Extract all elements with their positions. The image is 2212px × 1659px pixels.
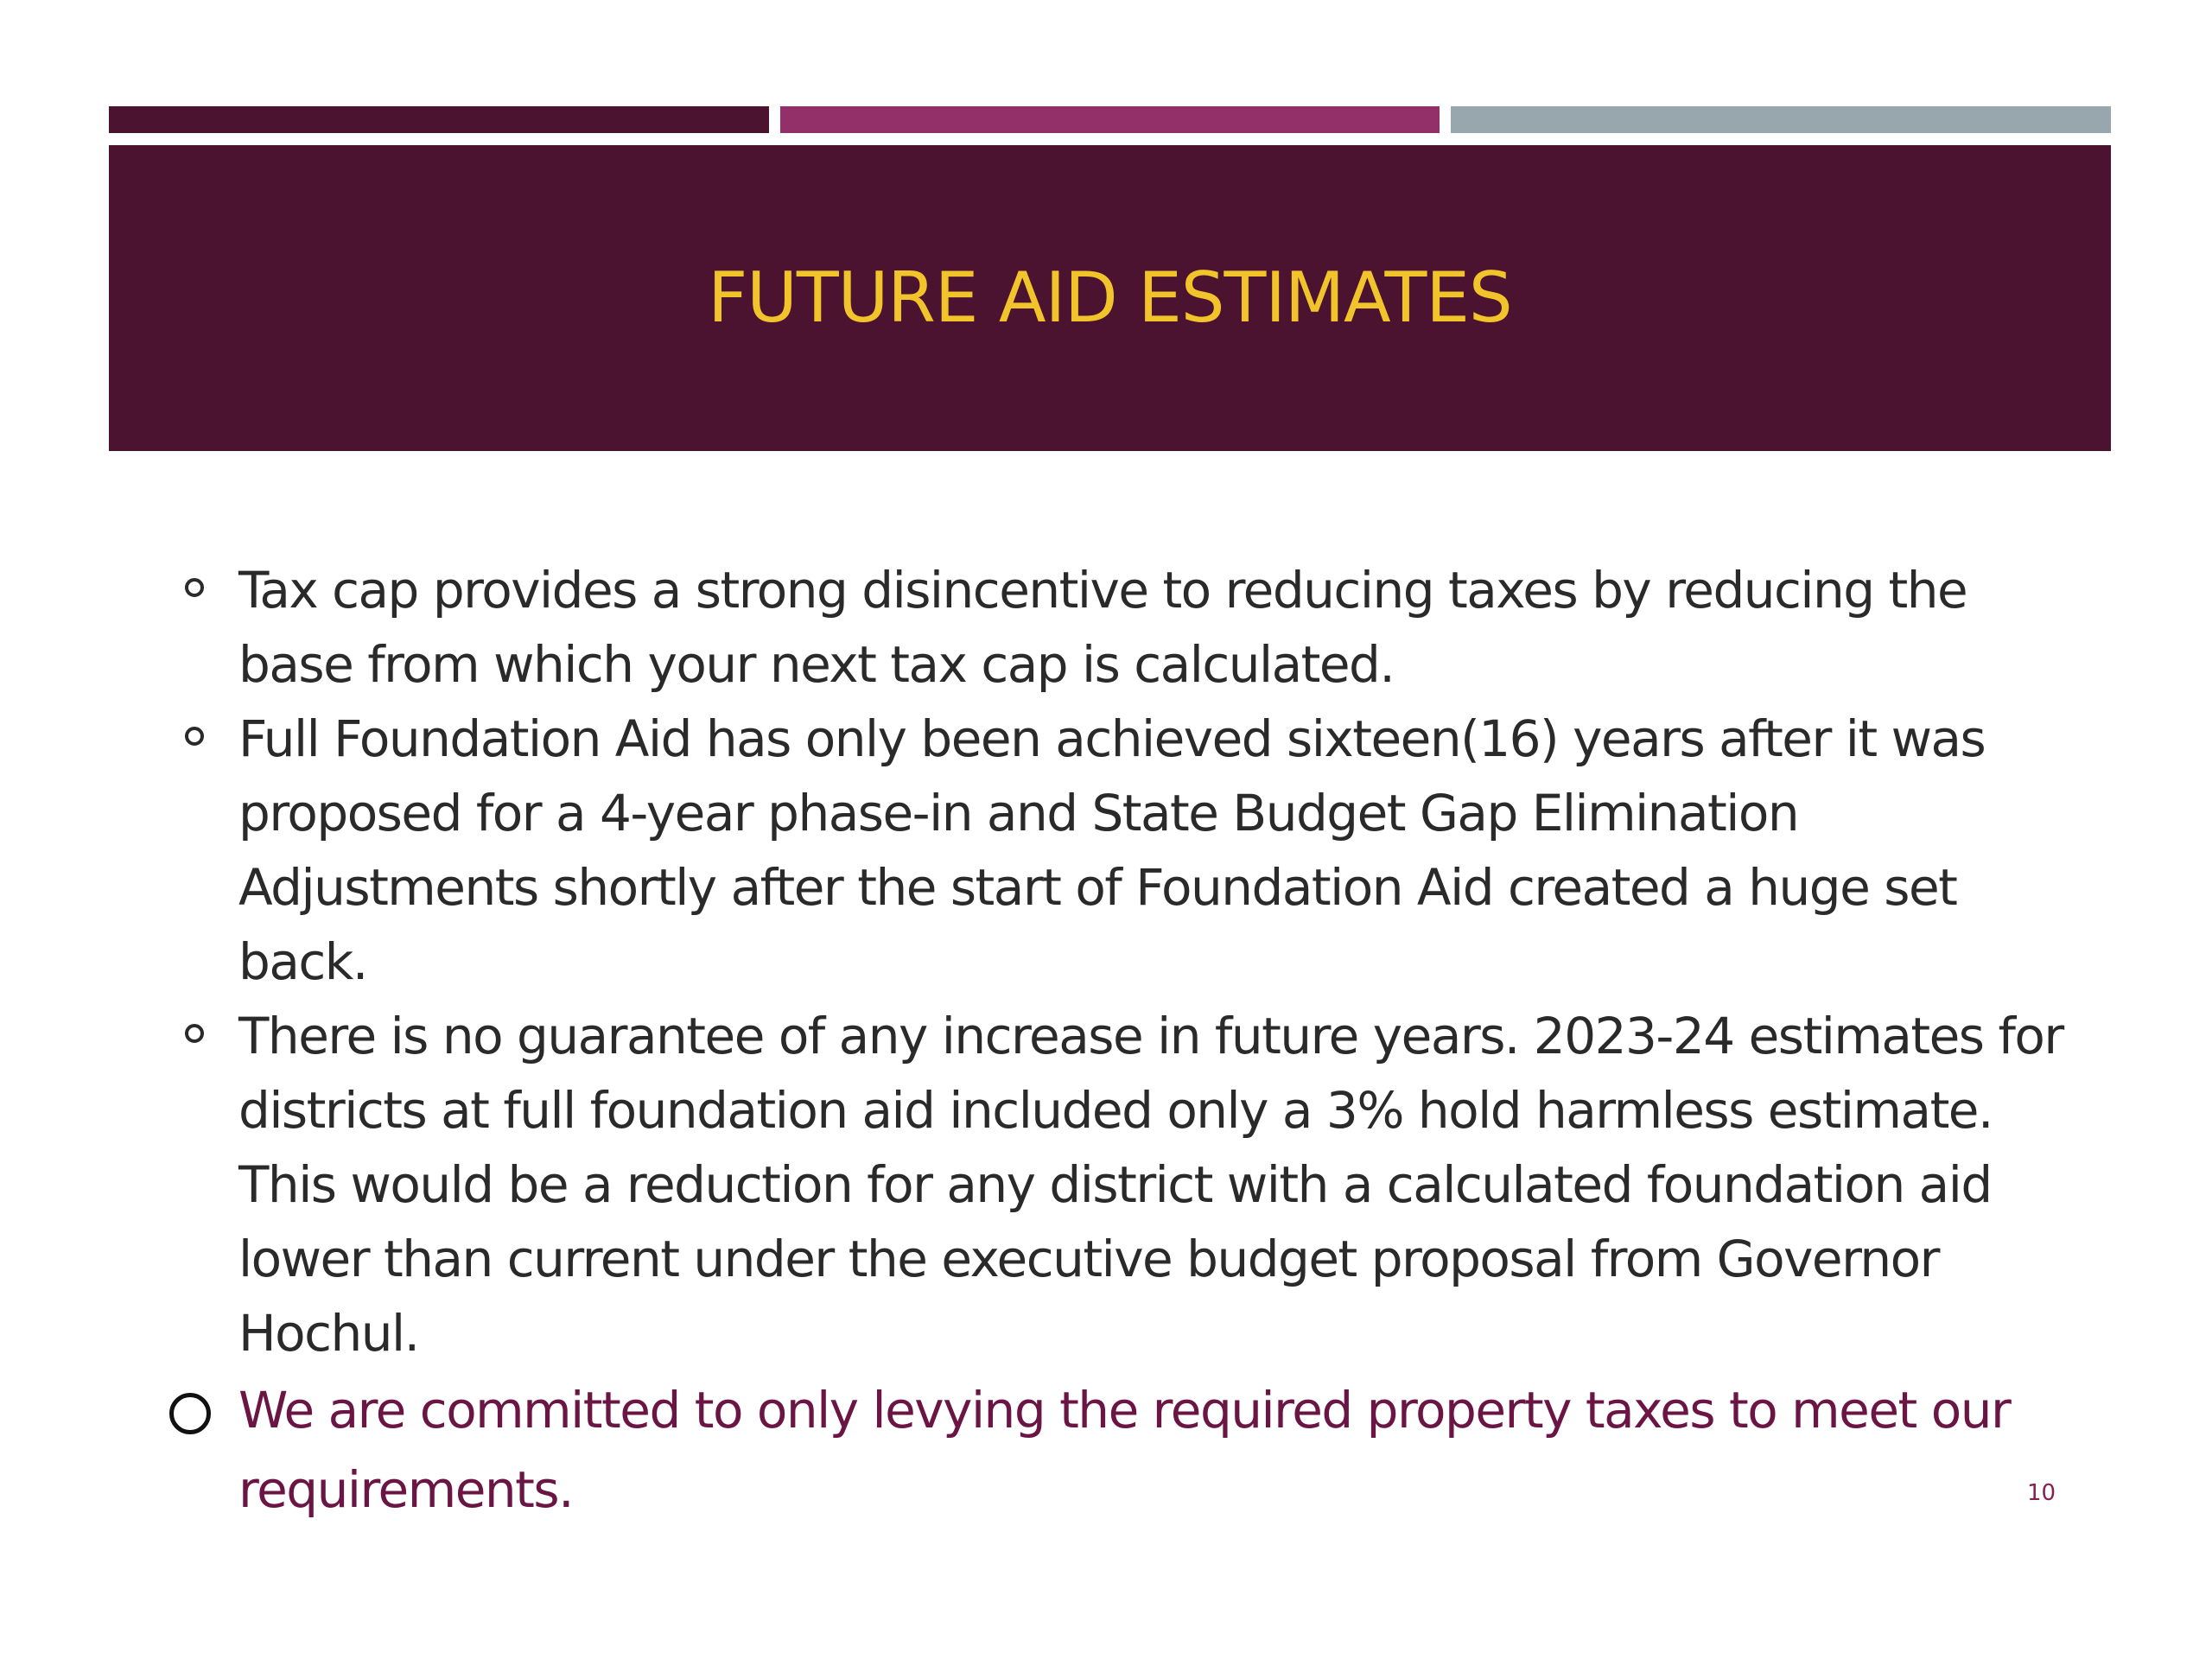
emphasis-text: We are committed to only levying the required property taxes to meet our requirements. (238, 1381, 2011, 1519)
list-item (169, 553, 2079, 702)
list-item (169, 702, 2079, 999)
emphasis-list-item (169, 1370, 2079, 1529)
title-band (109, 145, 2111, 451)
list-item (169, 999, 2079, 1370)
slide-title: FUTURE AID ESTIMATES (708, 257, 1512, 338)
hollow-circle-bullet-icon (185, 1024, 204, 1043)
bullet-list (169, 553, 2079, 1529)
large-hollow-circle-bullet-icon (169, 1393, 211, 1434)
hollow-circle-bullet-icon (185, 578, 204, 597)
hollow-circle-bullet-icon (185, 727, 204, 746)
list-item-text: Full Foundation Aid has only been achieved sixteen(16) years after it was proposed for a 4-year phase-in and State Budget Gap Elimination Adjustments shortly after the start of Foundation Aid created a huge set back. (238, 709, 1986, 991)
accent-bar-maroon (109, 106, 769, 133)
list-item-text: There is no guarantee of any increase in future years. 2023-24 estimates for districts at full foundation aid included only a 3% hold harmless estimate. This would be a reduction for any district with a calculated foundation aid lower than current under the executive budget proposal from Governor Hochul. (238, 1007, 2063, 1363)
accent-bar-magenta (780, 106, 1440, 133)
slide-number: 10 (2027, 1480, 2056, 1506)
accent-bar-gray (1451, 106, 2111, 133)
list-item-text: Tax cap provides a strong disincentive to reducing taxes by reducing the base from which your next tax cap is calculated. (238, 561, 1967, 694)
